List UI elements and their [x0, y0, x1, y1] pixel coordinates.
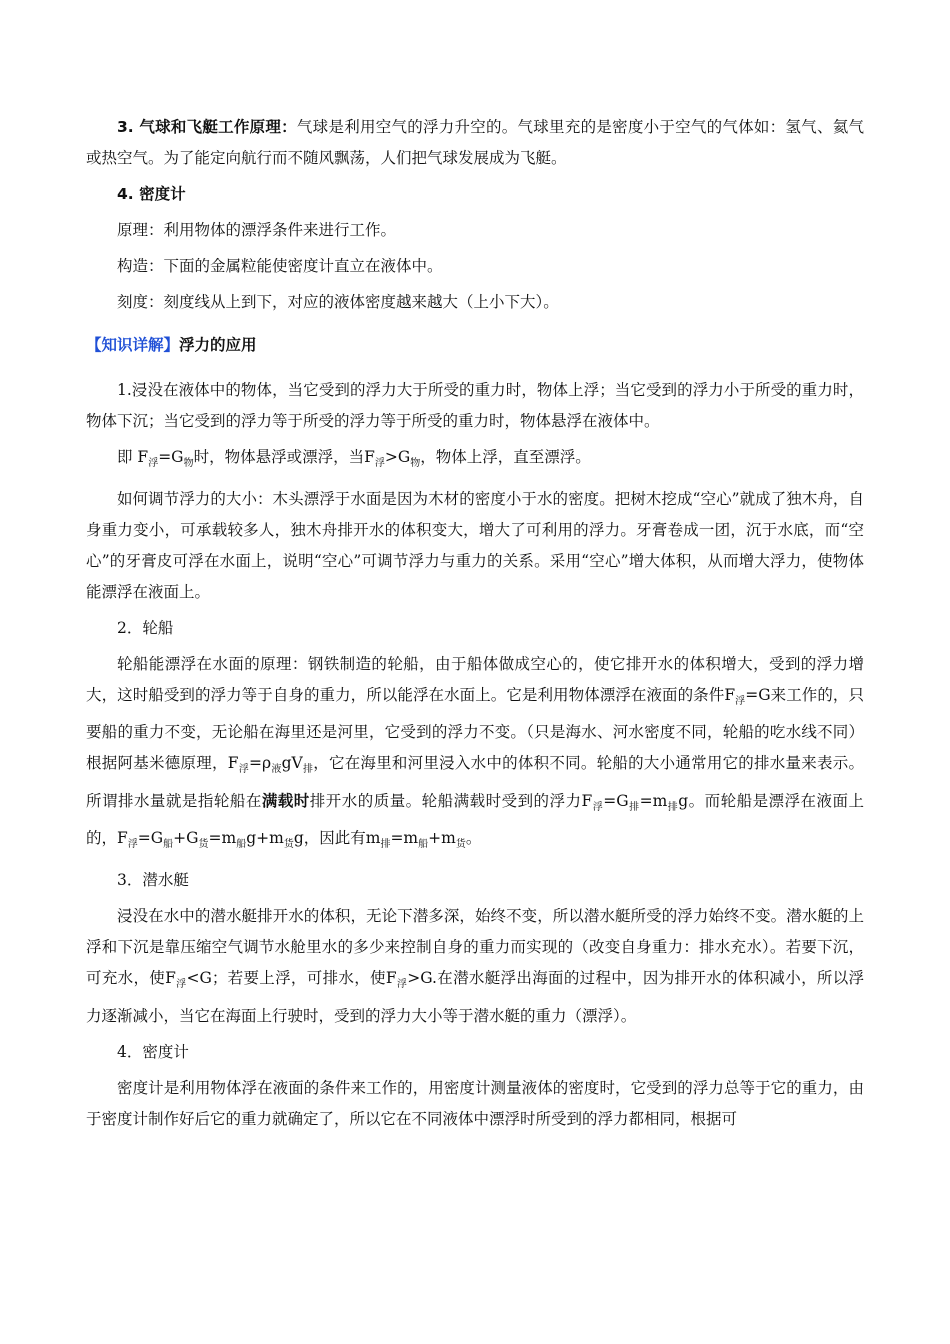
- text-run: 。: [465, 829, 482, 848]
- adjust-buoyancy-paragraph: 如何调节浮力的大小：木头漂浮于水面是因为木材的密度小于水的密度。把树木挖成“空心”就成了独木舟，自身重力变小，可承载较多人，独木舟排开水的体积变大，增大了可利用的浮力。牙膏卷成一团，沉于水底，而“空心”的牙膏皮可浮在水面上，说明“空心”可调节浮力与重力的关系。采用“空心”增大体积，从而增大浮力，使物体能漂浮在液面上。: [86, 490, 864, 602]
- text-run: 浸没在水中的潜水艇排开水的体积，无论下潜多深，始终不变，所以潜水艇所受的浮力始终不变。潜水艇的上浮和下沉是靠压缩空气调节水舱里水的多少来控制自身的重力而实现的（改变自身重力：排水充水）。若要下沉，可充水，使F: [86, 907, 864, 988]
- hydrometer-detail-title: 4．密度计: [117, 1042, 189, 1061]
- text-run: =m: [639, 792, 668, 811]
- text-run: 轮船能漂浮在水面的原理：钢铁制造的轮船，由于船体做成空心的，使它排开水的体积增大，受到的浮力增大，这时船受到的浮力等于自身的重力，所以能浮在水面上。它是利用物体漂浮在液面的条件F: [86, 655, 864, 705]
- text-run: 即 F: [117, 448, 149, 466]
- subscript: 排: [628, 802, 640, 814]
- text-run: =G: [158, 448, 184, 466]
- text-run: ，物体上浮，直至漂浮。: [420, 448, 591, 466]
- text-run: >G: [384, 448, 411, 466]
- subscript: 浮: [374, 458, 385, 470]
- ship-title: 2．轮船: [117, 619, 174, 638]
- subscript: 排: [302, 764, 314, 776]
- text-run: =G: [137, 829, 164, 848]
- buoyancy-conditions-paragraph: 1.浸没在液体中的物体，当它受到的浮力大于所受的重力时，物体上浮；当它受到的浮力小于所受的重力时，物体下沉；当它受到的浮力等于所受的浮力等于所受的重力时，物体悬浮在液体中。: [86, 381, 864, 430]
- subscript: 船: [236, 839, 247, 851]
- subscript: 货: [455, 839, 466, 851]
- section-title: 气球和飞艇工作原理：: [139, 118, 297, 136]
- document-page: [86, 112, 864, 1140]
- ship-paragraph: [86, 649, 864, 860]
- text-run: ，它在海里和河里浸入水中的体积不同。轮船的大小通常用它的排水量来表示。所谓排水量就是指轮船在: [86, 754, 865, 811]
- text-run: =m: [390, 829, 419, 848]
- knowledge-heading: [86, 330, 864, 361]
- hydrometer-detail-paragraph: 密度计是利用物体浮在液面的条件来工作的，用密度计测量液体的密度时，它受到的浮力总等于它的重力，由于密度计制作好后它的重力就确定了，所以它在不同液体中漂浮时所受到的浮力都相同，根据可: [86, 1078, 864, 1128]
- text-run: =ρ: [248, 754, 272, 773]
- heading-text: 浮力的应用: [179, 336, 257, 354]
- hydrometer-structure: 构造：下面的金属粒能使密度计直立在液体中。: [117, 257, 443, 275]
- text-run: 时，物体悬浮或漂浮，当F: [193, 448, 375, 466]
- subscript: 船: [163, 839, 174, 851]
- bold-text: 满载时: [261, 791, 310, 811]
- subscript: 浮: [396, 979, 408, 991]
- subscript: 物: [183, 458, 194, 470]
- subscript: 液: [271, 764, 282, 776]
- subscript: 浮: [175, 979, 187, 991]
- text-run: 排开水的质量。轮船满载时受到的浮力F: [309, 792, 593, 811]
- paragraph-text: 气球是利用空气的浮力升空的。气球里充的是密度小于空气的气体如：氢气、氦气或热空气。为了能定向航行而不随风飘荡，人们把气球发展成为飞艇。: [86, 118, 864, 167]
- text-run: gV: [281, 754, 303, 773]
- text-run: g+m: [246, 829, 284, 848]
- subscript: 货: [198, 839, 209, 851]
- subscript: 货: [283, 839, 294, 851]
- text-run: <G；若要上浮，可排水，使F: [186, 969, 397, 988]
- section-title: 密度计: [139, 185, 186, 203]
- text-run: =m: [208, 829, 237, 848]
- text-run: +m: [428, 829, 456, 848]
- text-run: +G: [173, 829, 199, 848]
- text-run: =G来工作的，只要船的重力不变，无论船在海里还是河里，它受到的浮力不变。（只是海水、河水密度不同，轮船的吃水线不同）根据阿基米德原理，F: [86, 686, 864, 773]
- text-run: >G.在潜水艇浮出海面的过程中，因为排开水的体积减小，所以浮力逐渐减小，当它在海面上行驶时，受到的浮力大小等于潜水艇的重力（漂浮）。: [86, 969, 865, 1025]
- subscript: 浮: [238, 764, 249, 776]
- balloon-airship-paragraph: [86, 112, 864, 174]
- heading-bracket-label: 【知识详解】: [86, 336, 180, 354]
- subscript: 排: [667, 802, 679, 814]
- text-run: =G: [603, 792, 629, 811]
- text-run: g，因此有m: [293, 829, 381, 848]
- submarine-title: 3．潜水艇: [117, 871, 189, 890]
- subscript: 船: [418, 839, 429, 851]
- section-number: 3.: [117, 118, 140, 136]
- section-number: 4.: [117, 185, 140, 203]
- formula-line: [86, 442, 864, 479]
- subscript: 物: [410, 458, 421, 470]
- hydrometer-scale: 刻度：刻度线从上到下，对应的液体密度越来越大（上小下大）。: [117, 293, 559, 311]
- subscript: 浮: [148, 458, 159, 470]
- hydrometer-heading: [86, 179, 864, 210]
- hydrometer-principle: 原理：利用物体的漂浮条件来进行工作。: [117, 221, 397, 239]
- subscript: 浮: [735, 696, 746, 708]
- subscript: 浮: [127, 839, 138, 851]
- subscript: 浮: [592, 802, 604, 814]
- subscript: 排: [380, 839, 391, 851]
- submarine-paragraph: [86, 901, 864, 1031]
- text-run: g。而轮船是漂浮在液面上的，F: [86, 792, 864, 848]
